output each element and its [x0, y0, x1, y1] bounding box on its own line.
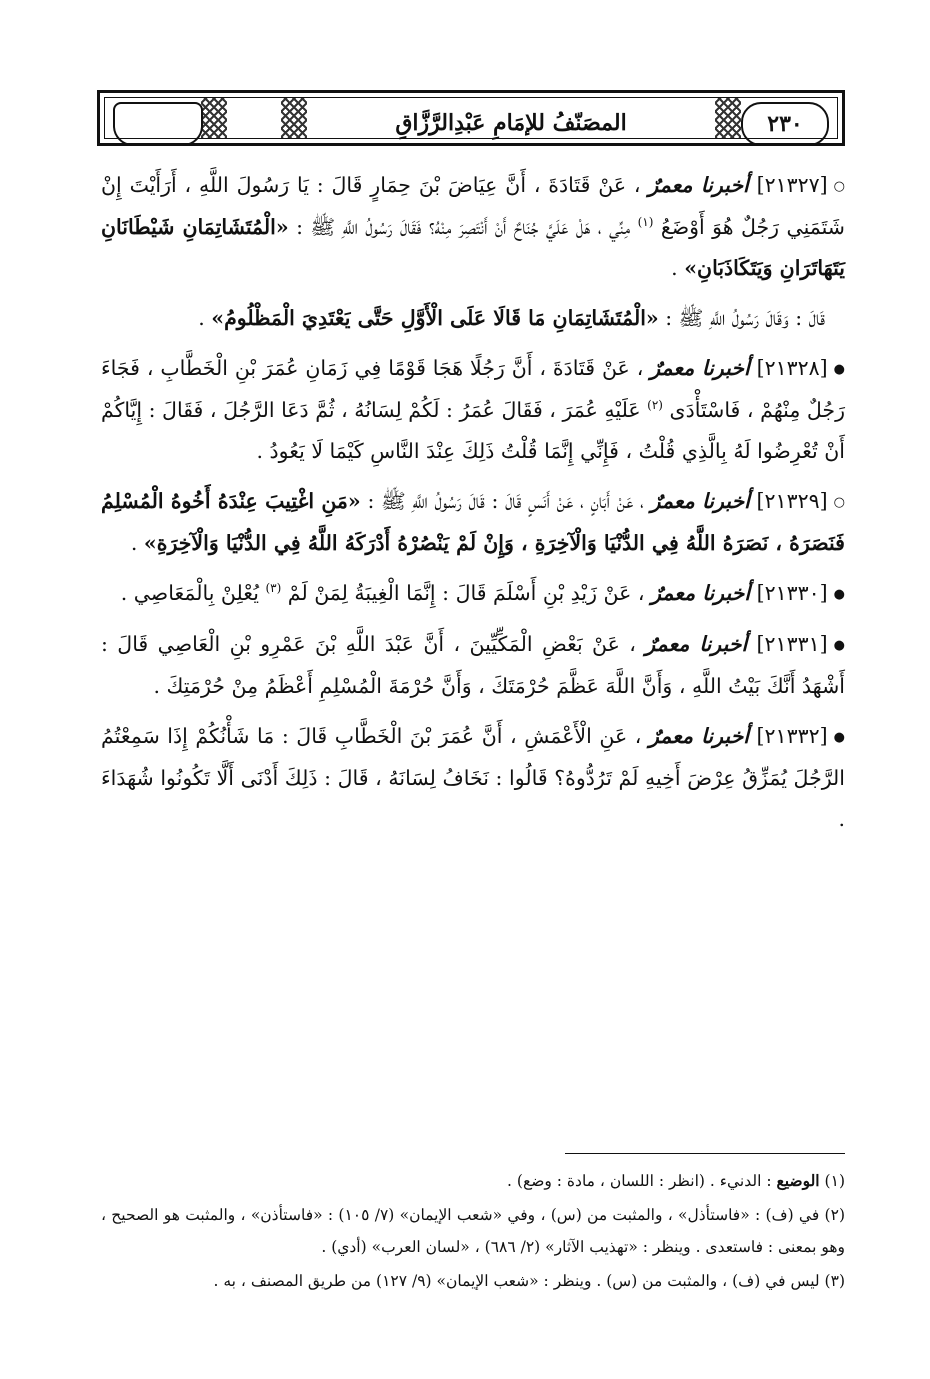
footnote-ref: (٢) [647, 398, 663, 413]
entry-number: [٢١٣٣٠] [756, 581, 828, 605]
page-header [97, 90, 845, 146]
prophetic-saying: «الْمُتَشَاتِمَانِ مَا قَالَا عَلَى الْأَوَّلِ حَتَّى يَعْتَدِيَ الْمَظْلُومُ» [211, 306, 659, 330]
entry-text: ، عَنْ قَتَادَةَ ، أَنَّ عِيَاضَ بْنَ حِمَارٍ قَالَ : يَا رَسُولَ اللَّهِ ، أَرَأَيْتَ إِنْ شَتَمَنِي رَجُلٌ هُوَ أَوْضَعُ [101, 173, 845, 239]
footnote-text: في (ف) : «فاستأذل» ، والمثبت من (س) ، وفي «شعب الإيمان» (٧/ ١٠٥) : «فاستأذن» ، والمثبت هو الصحيح ، وهو بمعنى : فاستعدى . وينظر : «تهذيب الآثار» (٢/ ٦٨٦) ، «لسان العرب» (أدي) . [101, 1206, 845, 1256]
footnote-text: : الدنيء . (انظر : اللسان ، مادة : وضع) . [507, 1172, 772, 1190]
entry-text-cont: يُعْلِنْ بِالْمَعَاصِي . [120, 581, 259, 605]
ornament-band-right [715, 98, 741, 138]
entry-number: [٢١٣٢٨] [756, 356, 828, 380]
entry-number: [٢١٣٣١] [756, 632, 828, 656]
filled-circle-marker-icon: ● [833, 362, 845, 377]
footnote-number: (٢) [824, 1206, 845, 1224]
entry-number: [٢١٣٢٧] [756, 173, 828, 197]
footnote-ref: (٣) [265, 581, 282, 596]
footnotes [101, 1165, 845, 1299]
book-seal-ornament [113, 102, 203, 146]
filled-circle-marker-icon: ● [833, 587, 845, 602]
entry-text: ، عَنْ أَبَانٍ ، عَنْ أَنَسٍ قَالَ : قَالَ رَسُولُ اللَّهِ ﷺ : [367, 489, 644, 513]
filled-circle-marker-icon: ● [833, 730, 845, 745]
hadith-entry-21329 [101, 481, 845, 564]
footnote-text: ليس في (ف) ، والمثبت من (س) . وينظر : «شعب الإيمان» (٩/ ١٢٧) من طريق المصنف ، به . [213, 1272, 820, 1290]
source-formula: أخبرنا معمرٌ [650, 489, 750, 513]
ornament-band-left [201, 98, 227, 138]
page-body [101, 165, 845, 849]
entry-text: ، عَنْ زَيْدِ بْنِ أَسْلَمَ قَالَ : إِنَّمَا الْغِيبَةُ لِمَنْ لَمْ [287, 581, 645, 605]
entry-text: ، عَنْ بَعْضِ الْمَكِّيِّينَ ، أَنَّ عَبْدَ اللَّهِ بْنَ عَمْرِو بْنِ الْعَاصِي قَالَ : أَشْهَدُ أَنَّكَ بَيْتُ اللَّهِ ، وَأَنَّ اللَّهَ عَظَّمَ حُرْمَتَكَ ، وَأَنَّ حُرْمَةَ الْمُسْلِمِ أَعْظَمُ مِنْ حُرْمَتِكَ . [101, 632, 845, 698]
footnote-keyword: الوضيع [776, 1171, 820, 1190]
entry-text: قَالَ : وَقَالَ رَسُولُ اللَّهِ ﷺ : [665, 306, 825, 330]
entry-end: . [198, 306, 205, 330]
footnote-number: (٣) [824, 1272, 845, 1290]
hadith-entry-21327 [101, 165, 845, 289]
entry-text-cont: مِنِّي ، هَلْ عَلَيَّ جُنَاحٌ أَنْ أَنْتَصِرَ مِنْهُ؟ فَقَالَ رَسُولُ اللَّهِ ﷺ : [296, 215, 631, 239]
entry-number: [٢١٣٢٩] [756, 489, 828, 513]
source-formula: أخبرنا معمرٌ [645, 632, 748, 656]
hadith-entry-21331 [101, 624, 845, 707]
running-title: المصَنّفُ للإمَامِ عَبْدِالرَّزَّاقِ [395, 110, 627, 136]
prophetic-saying: «الْمُتَشَاتِمَانِ شَيْطَانَانِ يَتَهَاتَرَانِ وَيَتَكَاذَبَانِ» [101, 215, 845, 280]
source-formula: أخبرنا معمرٌ [650, 356, 750, 380]
entry-text: ، عَنْ قَتَادَةَ ، أَنَّ رَجُلًا هَجَا قَوْمًا فِي زَمَانِ عُمَرَ بْنِ الْخَطَّابِ ، فَجَاءَ رَجُلٌ مِنْهُمْ ، فَاسْتَأْدَى [101, 356, 845, 422]
ornament-band-left-inner [281, 98, 307, 138]
hadith-entry-21332 [101, 716, 845, 840]
footnote-3 [101, 1265, 845, 1297]
source-formula: أخبرنا معمرٌ [651, 581, 751, 605]
entry-end: . [130, 531, 138, 555]
footnote-2 [101, 1199, 845, 1263]
hadith-entry-21330 [101, 573, 845, 615]
hadith-entry-21328 [101, 348, 845, 472]
prophetic-saying: «مَنِ اغْتِيبَ عِنْدَهُ أَخُوهُ الْمُسْلِمُ فَنَصَرَهُ ، نَصَرَهُ اللَّهُ فِي الدُّنْيَا وَالْآخِرَةِ ، وَإِنْ لَمْ يَنْصُرْهُ أَدْرَكَهُ اللَّهُ فِي الدُّنْيَا وَالْآخِرَةِ» [101, 489, 845, 555]
hollow-circle-marker-icon: ○ [833, 179, 845, 194]
source-formula: أخبرنا معمرٌ [648, 173, 749, 197]
entry-number: [٢١٣٣٢] [756, 724, 828, 748]
entry-text: ، عَنِ الْأَعْمَشِ ، أَنَّ عُمَرَ بْنَ الْخَطَّابِ قَالَ : مَا شَأْنُكُمْ إِذَا سَمِعْتُمُ الرَّجُلَ يُمَزِّقُ عِرْضَ أَخِيهِ لَمْ تَرُدُّوهُ؟ قَالُوا : نَخَافُ لِسَانَهُ ، قَالَ : ذَلِكَ أَدْنَى أَلَّا تَكُونُوا شُهَدَاءَ . [101, 724, 845, 831]
entry-text-cont: عَلَيْهِ عُمَرَ ، فَقَالَ عُمَرُ : لَكُمْ لِسَانُهُ ، ثُمَّ دَعَا الرَّجُلَ ، فَقَالَ : إِيَّاكُمْ أَنْ تُعْرِضُوا لَهُ بِالَّذِي قُلْتُ ، فَإِنِّي إِنَّمَا قُلْتُ ذَلِكَ عِنْدَ النَّاسِ كَيْمَا لَا يَعُودُ . [101, 398, 845, 463]
source-formula: أخبرنا معمرٌ [648, 724, 749, 748]
entry-end: . [671, 256, 678, 280]
hollow-circle-marker-icon: ○ [833, 495, 845, 510]
footnote-number: (١) [824, 1172, 845, 1190]
footnote-separator [565, 1153, 845, 1154]
filled-circle-marker-icon: ● [833, 638, 845, 653]
header-frame [104, 97, 838, 139]
footnote-ref: (١) [637, 215, 654, 230]
page-number: ٢٣٠ [741, 102, 829, 146]
hadith-entry-continuation [101, 298, 845, 339]
footnote-1 [101, 1165, 845, 1197]
